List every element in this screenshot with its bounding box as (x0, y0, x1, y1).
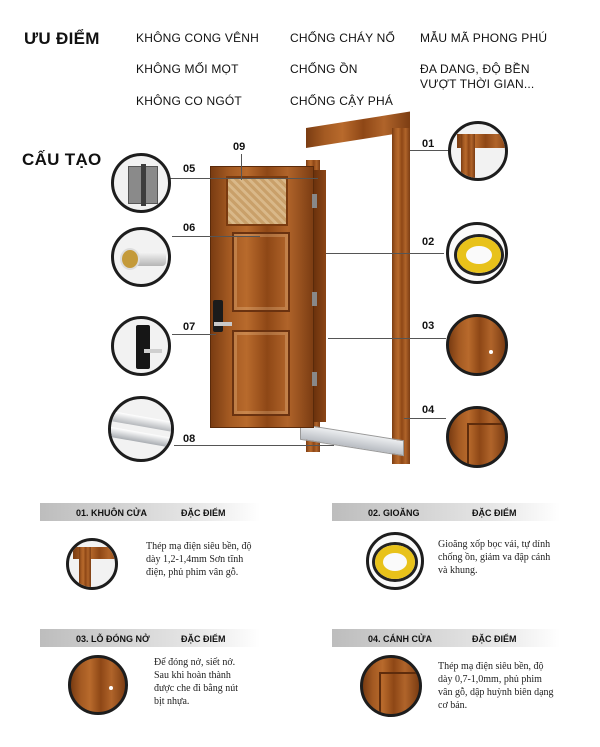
card-feature-label: ĐẶC ĐIỂM (472, 634, 517, 644)
gasket-detail-circle (446, 222, 508, 284)
callout-line (174, 445, 334, 446)
card-feature-label: ĐẶC ĐIỂM (181, 508, 226, 518)
peephole-detail-circle (111, 227, 171, 287)
callout-line (172, 236, 260, 237)
callout-line (170, 178, 318, 179)
hinge-pin (141, 164, 146, 206)
advantage-item: CHỐNG CẬY PHÁ (290, 94, 394, 108)
card-description: Thép mạ điện siêu bền, độ dày 1,2-1,4mm Sơn tĩnh điện, phủ phim vân gỗ. (146, 541, 252, 578)
callout-05: 05 (183, 163, 196, 175)
card-header-bar (40, 503, 260, 521)
card-title: 02. GIOĂNG (368, 508, 420, 518)
callout-02: 02 (422, 236, 435, 248)
hinge-detail-circle (111, 153, 171, 213)
callout-04: 04 (422, 404, 435, 416)
callout-03: 03 (422, 320, 435, 332)
card-title: 03. LỖ ĐÓNG NỞ (76, 634, 150, 644)
gasket-roll (457, 237, 501, 273)
smart-lock-detail-circle (111, 316, 171, 376)
callout-line (328, 338, 446, 339)
card-image-frame (66, 538, 118, 590)
door-panel-lower (232, 330, 290, 416)
advantage-item: KHÔNG CONG VÊNH (136, 31, 260, 45)
hinge (312, 292, 317, 306)
callout-06: 06 (183, 222, 196, 234)
threshold-detail-circle (108, 396, 174, 462)
door-panel-upper (232, 232, 290, 312)
advantage-item: MẪU MÃ PHONG PHÚ (420, 31, 548, 45)
advantage-item: CHỐNG ỒN (290, 62, 358, 76)
frame-profile-side (461, 134, 475, 181)
card-description: Thép mạ điện siêu bền, độ dày 0,7-1,0mm, phủ phim vân gỗ, dập huỳnh biên dạng cơ bản. (438, 661, 554, 711)
card-title: 01. KHUÔN CỬA (76, 508, 147, 518)
card-image-gasket (366, 532, 424, 590)
callout-08: 08 (183, 433, 196, 445)
structure-title: CẤU TẠO (22, 150, 102, 169)
glass-window (226, 176, 288, 226)
anchor-hole-detail-circle (446, 314, 508, 376)
peephole-lens (120, 248, 140, 270)
frame-right (392, 128, 410, 464)
anchor-hole-dot (489, 350, 493, 354)
callout-line (404, 418, 446, 419)
hinge (312, 372, 317, 386)
anchor-hole-dot (109, 686, 113, 690)
advantages-title: ƯU ĐIỂM (24, 29, 100, 48)
advantage-item: KHÔNG MỐI MỌT (136, 62, 239, 76)
advantage-item: CHỐNG CHÁY NỔ (290, 31, 396, 45)
callout-09: 09 (233, 141, 246, 153)
lock-lever (144, 349, 162, 353)
callout-line (172, 334, 216, 335)
leaf-panel-edge (379, 672, 421, 717)
lock-body (136, 325, 150, 369)
card-image-anchor-hole (68, 655, 128, 715)
advantage-item: ĐA DANG, ĐỘ BỀN VƯỢT THỜI GIAN... (420, 62, 535, 91)
frame-detail-circle (448, 121, 508, 181)
smart-lock (213, 300, 223, 332)
card-header-bar (40, 629, 260, 647)
door-leaf-detail-circle (446, 406, 508, 468)
hinge (312, 194, 317, 208)
card-feature-label: ĐẶC ĐIỂM (472, 508, 517, 518)
callout-01: 01 (422, 138, 435, 150)
advantage-item: KHÔNG CO NGÓT (136, 94, 242, 108)
callout-line (410, 150, 450, 151)
frame-profile-side (79, 547, 91, 590)
card-header-bar (332, 629, 560, 647)
card-feature-label: ĐẶC ĐIỂM (181, 634, 226, 644)
gasket-roll (375, 545, 415, 579)
card-description: Gioăng xốp bọc vải, tự dính chống ồn, giảm va đập cánh và khung. (438, 539, 551, 576)
callout-07: 07 (183, 321, 196, 333)
door-lever (214, 322, 232, 326)
callout-line (326, 253, 444, 254)
card-header-bar (332, 503, 560, 521)
callout-line (241, 154, 242, 180)
card-image-door-leaf (360, 655, 422, 717)
card-description: Để đóng nở, siết nở. Sau khi hoàn thành được che đi bằng nút bịt nhựa. (154, 657, 239, 707)
leaf-panel-edge (467, 423, 507, 468)
card-title: 04. CÁNH CỬA (368, 634, 432, 644)
